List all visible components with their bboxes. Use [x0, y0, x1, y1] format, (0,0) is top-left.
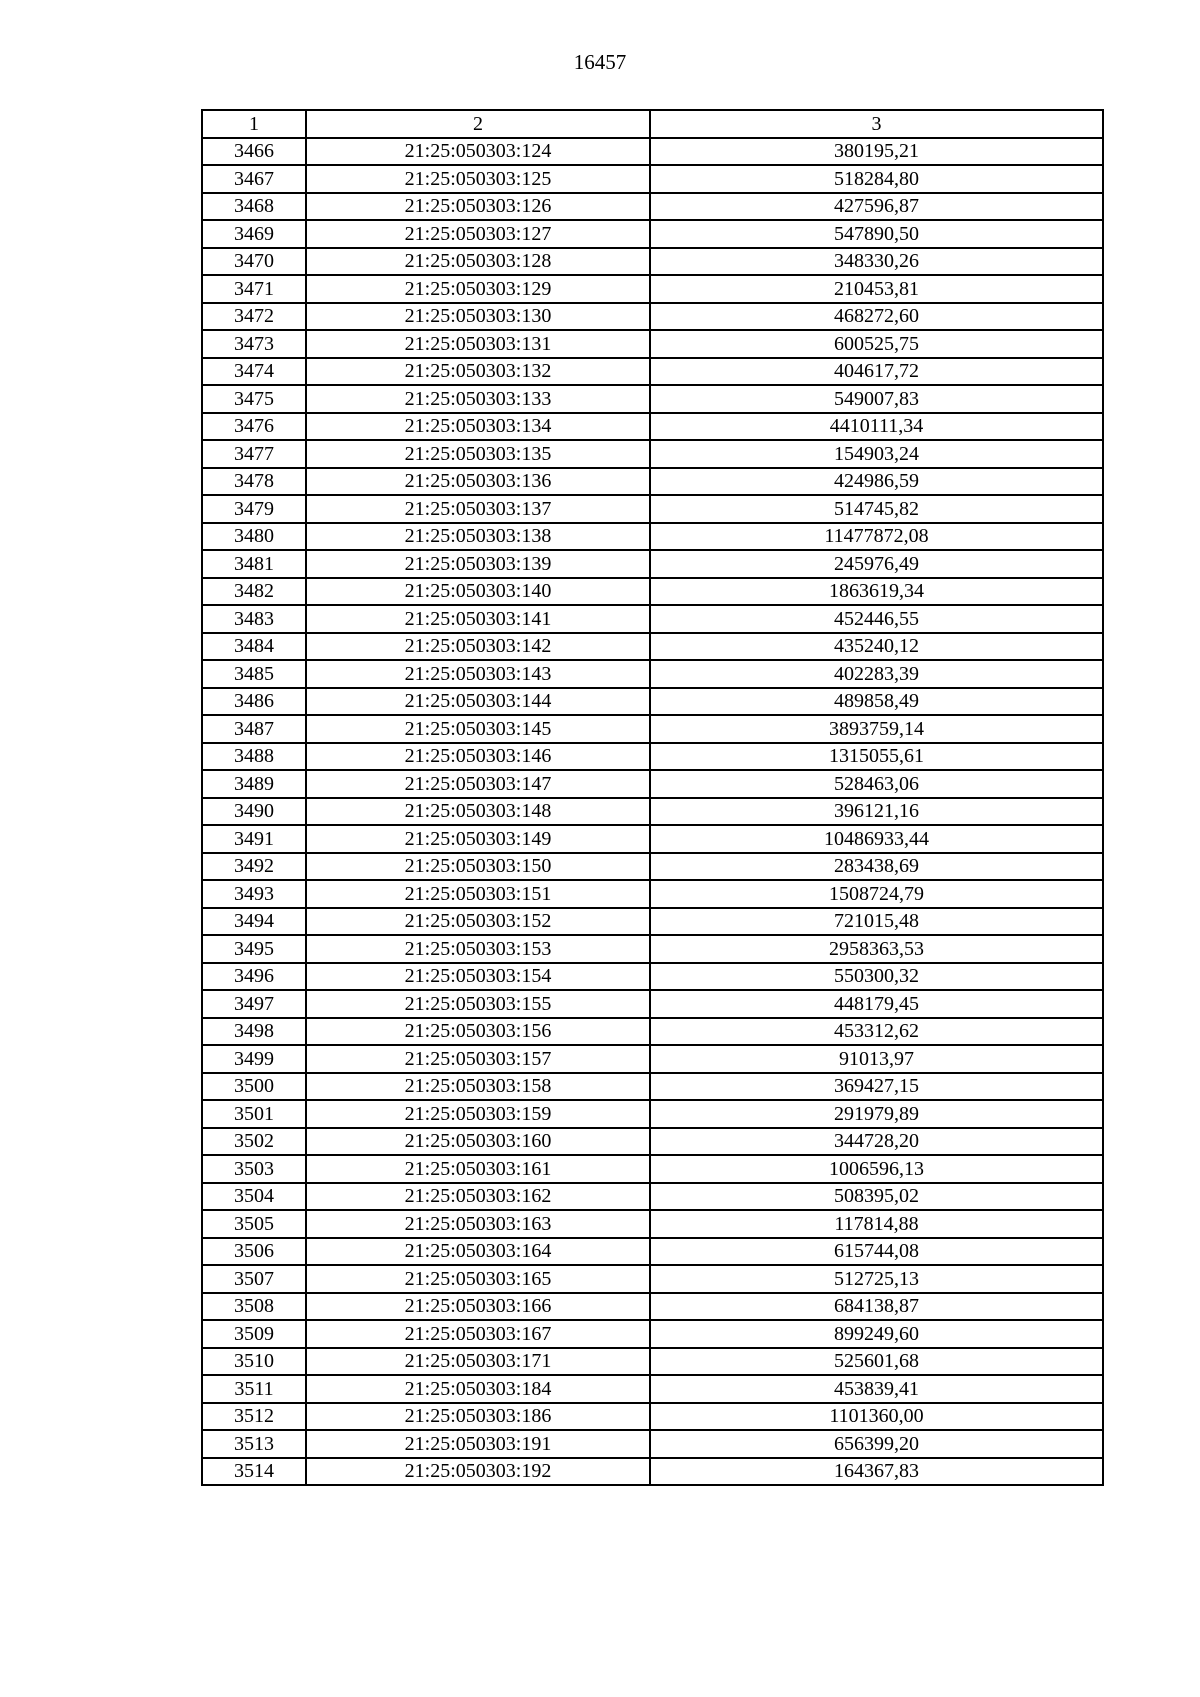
cadastral-value-cell: 547890,50 [650, 220, 1103, 248]
cadastral-number-cell: 21:25:050303:141 [306, 605, 650, 633]
cadastral-number-cell: 21:25:050303:160 [306, 1128, 650, 1156]
row-number-cell: 3497 [202, 990, 306, 1018]
table-row [202, 303, 1103, 331]
row-number-cell: 3505 [202, 1210, 306, 1238]
cadastral-number-cell: 21:25:050303:162 [306, 1183, 650, 1211]
cadastral-value-cell: 2958363,53 [650, 935, 1103, 963]
row-number-cell: 3469 [202, 220, 306, 248]
cadastral-value-cell: 615744,08 [650, 1238, 1103, 1266]
row-number-cell: 3467 [202, 165, 306, 193]
cadastral-value-cell: 1863619,34 [650, 578, 1103, 606]
cadastral-number-cell: 21:25:050303:153 [306, 935, 650, 963]
cadastral-value-cell: 448179,45 [650, 990, 1103, 1018]
table-row [202, 468, 1103, 496]
table-row [202, 715, 1103, 743]
row-number-cell: 3495 [202, 935, 306, 963]
row-number-cell: 3488 [202, 743, 306, 771]
cadastral-value-cell: 489858,49 [650, 688, 1103, 716]
cadastral-value-cell: 3893759,14 [650, 715, 1103, 743]
table-row [202, 550, 1103, 578]
table-row [202, 138, 1103, 166]
cadastral-value-cell: 164367,83 [650, 1458, 1103, 1486]
cadastral-value-cell: 453839,41 [650, 1375, 1103, 1403]
table-row [202, 1018, 1103, 1046]
table-row [202, 1265, 1103, 1293]
row-number-cell: 3504 [202, 1183, 306, 1211]
table-row [202, 413, 1103, 441]
cadastral-value-cell: 550300,32 [650, 963, 1103, 991]
cadastral-number-cell: 21:25:050303:127 [306, 220, 650, 248]
table-row [202, 990, 1103, 1018]
table-row [202, 935, 1103, 963]
table-row [202, 495, 1103, 523]
row-number-cell: 3480 [202, 523, 306, 551]
cadastral-number-cell: 21:25:050303:184 [306, 1375, 650, 1403]
table-row [202, 1128, 1103, 1156]
row-number-cell: 3482 [202, 578, 306, 606]
table-row [202, 523, 1103, 551]
row-number-cell: 3476 [202, 413, 306, 441]
cadastral-number-cell: 21:25:050303:134 [306, 413, 650, 441]
cadastral-number-cell: 21:25:050303:125 [306, 165, 650, 193]
row-number-cell: 3487 [202, 715, 306, 743]
cadastral-number-cell: 21:25:050303:136 [306, 468, 650, 496]
table-row [202, 330, 1103, 358]
cadastral-number-cell: 21:25:050303:192 [306, 1458, 650, 1486]
cadastral-number-cell: 21:25:050303:158 [306, 1073, 650, 1101]
row-number-cell: 3477 [202, 440, 306, 468]
table-row [202, 248, 1103, 276]
table-row [202, 1293, 1103, 1321]
cadastral-number-cell: 21:25:050303:147 [306, 770, 650, 798]
cadastral-value-cell: 380195,21 [650, 138, 1103, 166]
row-number-cell: 3496 [202, 963, 306, 991]
row-number-cell: 3506 [202, 1238, 306, 1266]
cadastral-value-cell: 600525,75 [650, 330, 1103, 358]
cadastral-number-cell: 21:25:050303:144 [306, 688, 650, 716]
cadastral-number-cell: 21:25:050303:157 [306, 1045, 650, 1073]
table-row [202, 880, 1103, 908]
cadastral-value-cell: 11477872,08 [650, 523, 1103, 551]
cadastral-value-cell: 117814,88 [650, 1210, 1103, 1238]
table-row [202, 275, 1103, 303]
cadastral-number-cell: 21:25:050303:140 [306, 578, 650, 606]
cadastral-value-cell: 91013,97 [650, 1045, 1103, 1073]
column-header-2: 2 [306, 110, 650, 138]
table-row [202, 1045, 1103, 1073]
row-number-cell: 3468 [202, 193, 306, 221]
cadastral-value-cell: 514745,82 [650, 495, 1103, 523]
cadastral-number-cell: 21:25:050303:146 [306, 743, 650, 771]
cadastral-number-cell: 21:25:050303:133 [306, 385, 650, 413]
row-number-cell: 3507 [202, 1265, 306, 1293]
cadastral-number-cell: 21:25:050303:155 [306, 990, 650, 1018]
cadastral-number-cell: 21:25:050303:186 [306, 1403, 650, 1431]
cadastral-value-cell: 4410111,34 [650, 413, 1103, 441]
row-number-cell: 3485 [202, 660, 306, 688]
cadastral-number-cell: 21:25:050303:166 [306, 1293, 650, 1321]
cadastral-value-cell: 549007,83 [650, 385, 1103, 413]
table-body [202, 138, 1103, 1486]
table-row [202, 963, 1103, 991]
row-number-cell: 3475 [202, 385, 306, 413]
row-number-cell: 3473 [202, 330, 306, 358]
table-row [202, 1320, 1103, 1348]
column-header-1: 1 [202, 110, 306, 138]
table-row [202, 825, 1103, 853]
cadastral-value-cell: 396121,16 [650, 798, 1103, 826]
table-row [202, 1155, 1103, 1183]
table-row [202, 1458, 1103, 1486]
cadastral-number-cell: 21:25:050303:149 [306, 825, 650, 853]
cadastral-number-cell: 21:25:050303:142 [306, 633, 650, 661]
table-row [202, 1183, 1103, 1211]
cadastral-value-cell: 10486933,44 [650, 825, 1103, 853]
cadastral-value-cell: 1508724,79 [650, 880, 1103, 908]
row-number-cell: 3492 [202, 853, 306, 881]
cadastral-number-cell: 21:25:050303:154 [306, 963, 650, 991]
table-row [202, 193, 1103, 221]
cadastral-number-cell: 21:25:050303:191 [306, 1430, 650, 1458]
cadastral-value-cell: 1006596,13 [650, 1155, 1103, 1183]
table-row [202, 1430, 1103, 1458]
cadastral-value-cell: 721015,48 [650, 908, 1103, 936]
row-number-cell: 3502 [202, 1128, 306, 1156]
table-row [202, 770, 1103, 798]
row-number-cell: 3472 [202, 303, 306, 331]
row-number-cell: 3511 [202, 1375, 306, 1403]
cadastral-value-cell: 210453,81 [650, 275, 1103, 303]
row-number-cell: 3474 [202, 358, 306, 386]
table-row [202, 1238, 1103, 1266]
cadastral-value-cell: 245976,49 [650, 550, 1103, 578]
cadastral-number-cell: 21:25:050303:165 [306, 1265, 650, 1293]
cadastral-number-cell: 21:25:050303:135 [306, 440, 650, 468]
row-number-cell: 3500 [202, 1073, 306, 1101]
cadastral-number-cell: 21:25:050303:145 [306, 715, 650, 743]
cadastral-number-cell: 21:25:050303:124 [306, 138, 650, 166]
table-row [202, 688, 1103, 716]
cadastral-value-cell: 452446,55 [650, 605, 1103, 633]
cadastral-number-cell: 21:25:050303:138 [306, 523, 650, 551]
row-number-cell: 3491 [202, 825, 306, 853]
table-row [202, 1073, 1103, 1101]
table-row [202, 358, 1103, 386]
cadastral-value-cell: 508395,02 [650, 1183, 1103, 1211]
table-header-row [202, 110, 1103, 138]
row-number-cell: 3466 [202, 138, 306, 166]
table-row [202, 1375, 1103, 1403]
cadastral-value-cell: 528463,06 [650, 770, 1103, 798]
row-number-cell: 3478 [202, 468, 306, 496]
table-row [202, 853, 1103, 881]
cadastral-value-cell: 369427,15 [650, 1073, 1103, 1101]
row-number-cell: 3508 [202, 1293, 306, 1321]
table-row [202, 1348, 1103, 1376]
column-header-3: 3 [650, 110, 1103, 138]
cadastral-number-cell: 21:25:050303:126 [306, 193, 650, 221]
table-row [202, 440, 1103, 468]
row-number-cell: 3509 [202, 1320, 306, 1348]
row-number-cell: 3501 [202, 1100, 306, 1128]
table-row [202, 165, 1103, 193]
cadastral-number-cell: 21:25:050303:171 [306, 1348, 650, 1376]
row-number-cell: 3483 [202, 605, 306, 633]
row-number-cell: 3503 [202, 1155, 306, 1183]
table-row [202, 1403, 1103, 1431]
row-number-cell: 3514 [202, 1458, 306, 1486]
row-number-cell: 3486 [202, 688, 306, 716]
cadastral-value-cell: 291979,89 [650, 1100, 1103, 1128]
cadastral-number-cell: 21:25:050303:152 [306, 908, 650, 936]
cadastral-number-cell: 21:25:050303:130 [306, 303, 650, 331]
row-number-cell: 3479 [202, 495, 306, 523]
cadastral-value-cell: 656399,20 [650, 1430, 1103, 1458]
cadastral-number-cell: 21:25:050303:151 [306, 880, 650, 908]
cadastral-value-cell: 512725,13 [650, 1265, 1103, 1293]
table-row [202, 1100, 1103, 1128]
row-number-cell: 3489 [202, 770, 306, 798]
table-row [202, 578, 1103, 606]
row-number-cell: 3493 [202, 880, 306, 908]
page-number: 16457 [573, 50, 627, 74]
cadastral-number-cell: 21:25:050303:132 [306, 358, 650, 386]
cadastral-number-cell: 21:25:050303:128 [306, 248, 650, 276]
cadastral-value-cell: 468272,60 [650, 303, 1103, 331]
cadastral-value-cell: 404617,72 [650, 358, 1103, 386]
cadastral-value-cell: 427596,87 [650, 193, 1103, 221]
cadastral-value-cell: 344728,20 [650, 1128, 1103, 1156]
cadastral-value-cell: 518284,80 [650, 165, 1103, 193]
cadastral-number-cell: 21:25:050303:150 [306, 853, 650, 881]
cadastral-number-cell: 21:25:050303:139 [306, 550, 650, 578]
table-row [202, 385, 1103, 413]
table-row [202, 1210, 1103, 1238]
cadastral-value-cell: 525601,68 [650, 1348, 1103, 1376]
row-number-cell: 3490 [202, 798, 306, 826]
row-number-cell: 3481 [202, 550, 306, 578]
cadastral-number-cell: 21:25:050303:129 [306, 275, 650, 303]
row-number-cell: 3510 [202, 1348, 306, 1376]
table-row [202, 605, 1103, 633]
cadastral-value-cell: 435240,12 [650, 633, 1103, 661]
cadastral-value-cell: 154903,24 [650, 440, 1103, 468]
cadastral-number-cell: 21:25:050303:163 [306, 1210, 650, 1238]
row-number-cell: 3513 [202, 1430, 306, 1458]
cadastral-number-cell: 21:25:050303:143 [306, 660, 650, 688]
row-number-cell: 3470 [202, 248, 306, 276]
cadastral-number-cell: 21:25:050303:167 [306, 1320, 650, 1348]
cadastral-number-cell: 21:25:050303:156 [306, 1018, 650, 1046]
cadastral-value-cell: 1315055,61 [650, 743, 1103, 771]
row-number-cell: 3512 [202, 1403, 306, 1431]
cadastral-value-cell: 1101360,00 [650, 1403, 1103, 1431]
table-row [202, 660, 1103, 688]
row-number-cell: 3494 [202, 908, 306, 936]
cadastral-value-table [201, 109, 1104, 1486]
table-row [202, 908, 1103, 936]
cadastral-number-cell: 21:25:050303:131 [306, 330, 650, 358]
row-number-cell: 3498 [202, 1018, 306, 1046]
cadastral-value-cell: 348330,26 [650, 248, 1103, 276]
cadastral-value-cell: 402283,39 [650, 660, 1103, 688]
cadastral-value-cell: 899249,60 [650, 1320, 1103, 1348]
cadastral-number-cell: 21:25:050303:137 [306, 495, 650, 523]
table-row [202, 798, 1103, 826]
row-number-cell: 3499 [202, 1045, 306, 1073]
cadastral-number-cell: 21:25:050303:159 [306, 1100, 650, 1128]
row-number-cell: 3471 [202, 275, 306, 303]
cadastral-value-cell: 684138,87 [650, 1293, 1103, 1321]
table-row [202, 633, 1103, 661]
cadastral-value-cell: 453312,62 [650, 1018, 1103, 1046]
cadastral-value-cell: 424986,59 [650, 468, 1103, 496]
table-row [202, 220, 1103, 248]
cadastral-value-cell: 283438,69 [650, 853, 1103, 881]
cadastral-number-cell: 21:25:050303:148 [306, 798, 650, 826]
cadastral-number-cell: 21:25:050303:164 [306, 1238, 650, 1266]
table-row [202, 743, 1103, 771]
row-number-cell: 3484 [202, 633, 306, 661]
cadastral-number-cell: 21:25:050303:161 [306, 1155, 650, 1183]
